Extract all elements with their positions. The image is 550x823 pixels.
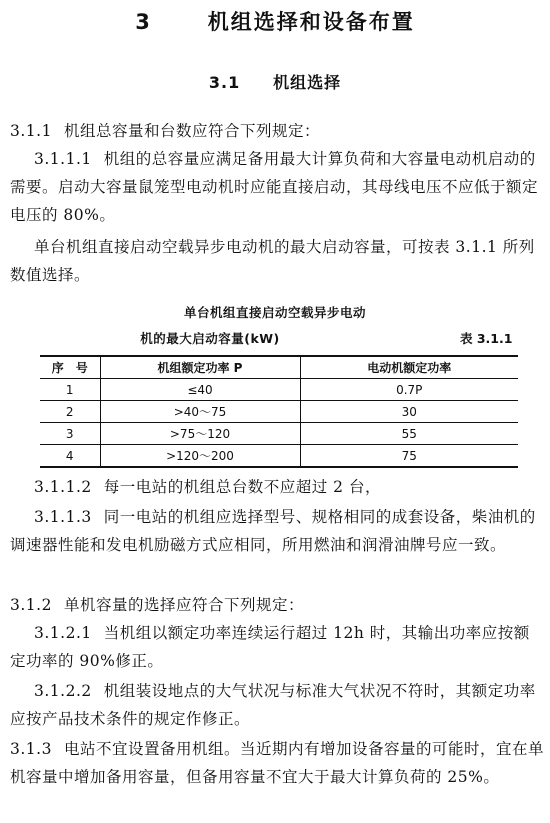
clause-text: 单台机组直接启动空载异步电动机的最大启动容量，可按表 3.1.1 所列数值选择。 bbox=[10, 238, 535, 284]
clause-text: 当机组以额定功率连续运行超过 12h 时，其输出功率应按额定功率的 90%修正。 bbox=[10, 624, 530, 670]
table-number: 表 3.1.1 bbox=[460, 331, 513, 346]
table-cell: 2 bbox=[40, 401, 100, 423]
clause-number: 3.1.1 bbox=[10, 122, 52, 140]
chapter-title bbox=[0, 6, 550, 36]
table-cell: >120～200 bbox=[100, 445, 300, 468]
clause-paragraph bbox=[10, 233, 545, 289]
clause-text: 机组装设地点的大气状况与标准大气状况不符时，其额定功率应按产品技术条件的规定作修正。 bbox=[10, 682, 536, 728]
table-header-cell: 序 号 bbox=[40, 356, 100, 379]
table-header-cell: 机组额定功率 P bbox=[100, 356, 300, 379]
clause-text: 每一电站的机组总台数不应超过 2 台， bbox=[103, 478, 381, 496]
clause-number: 3.1.2.2 bbox=[34, 682, 92, 700]
table-header-cell: 电动机额定功率 bbox=[300, 356, 518, 379]
section-title-text: 机组选择 bbox=[273, 73, 342, 92]
clause-3-1-1-3 bbox=[10, 503, 545, 559]
table-cell: >75～120 bbox=[100, 423, 300, 445]
table-cell: 1 bbox=[40, 379, 100, 401]
table-row bbox=[40, 401, 518, 423]
clause-number: 3.1.3 bbox=[10, 740, 52, 758]
clause-number: 3.1.1.2 bbox=[34, 478, 92, 496]
section-number: 3.1 bbox=[208, 73, 241, 92]
clause-3-1-1-2 bbox=[10, 473, 545, 501]
table-cell: >40～75 bbox=[100, 401, 300, 423]
clause-text: 电站不宜设置备用机组。当近期内有增加设备容量的可能时，宜在单机容量中增加备用容量，但备用容量不宜大于最大计算负荷的 25%。 bbox=[10, 740, 544, 786]
clause-number: 3.1.2 bbox=[10, 596, 52, 614]
clause-3-1-1 bbox=[10, 117, 545, 145]
table-row bbox=[40, 379, 518, 401]
clause-3-1-2-2 bbox=[10, 677, 545, 733]
table-cell: ≤40 bbox=[100, 379, 300, 401]
clause-text: 同一电站的机组应选择型号、规格相同的成套设备，柴油机的调速器性能和发电机励磁方式应相同，所用燃油和润滑油牌号应一致。 bbox=[10, 508, 536, 554]
chapter-number: 3 bbox=[135, 10, 152, 34]
clause-number: 3.1.2.1 bbox=[34, 624, 92, 642]
table-caption-line2: 机的最大启动容量(kW) bbox=[140, 331, 280, 346]
clause-3-1-2 bbox=[10, 591, 545, 619]
clause-text: 机组总容量和台数应符合下列规定： bbox=[63, 122, 320, 140]
table-caption-line1: 单台机组直接启动空载异步电动 bbox=[183, 305, 366, 320]
table-cell: 55 bbox=[300, 423, 518, 445]
clause-3-1-3 bbox=[10, 735, 545, 791]
data-table bbox=[40, 355, 518, 468]
table-cell: 3 bbox=[40, 423, 100, 445]
chapter-title-text: 机组选择和设备布置 bbox=[207, 10, 415, 34]
table-cell: 4 bbox=[40, 445, 100, 468]
clause-text: 单机容量的选择应符合下列规定： bbox=[63, 596, 304, 614]
clause-text: 机组的总容量应满足备用最大计算负荷和大容量电动机启动的需要。启动大容量鼠笼型电动机时应能直接启动，其母线电压不应低于额定电压的 80%。 bbox=[10, 150, 539, 224]
clause-3-1-1-1 bbox=[10, 145, 545, 229]
table-cell: 75 bbox=[300, 445, 518, 468]
table-row bbox=[40, 423, 518, 445]
table-cell: 0.7P bbox=[300, 379, 518, 401]
table-cell: 30 bbox=[300, 401, 518, 423]
clause-number: 3.1.1.1 bbox=[34, 150, 92, 168]
table-row bbox=[40, 445, 518, 468]
clause-number: 3.1.1.3 bbox=[34, 508, 92, 526]
table-header-row bbox=[40, 356, 518, 379]
section-title bbox=[0, 70, 550, 93]
clause-3-1-2-1 bbox=[10, 619, 545, 675]
